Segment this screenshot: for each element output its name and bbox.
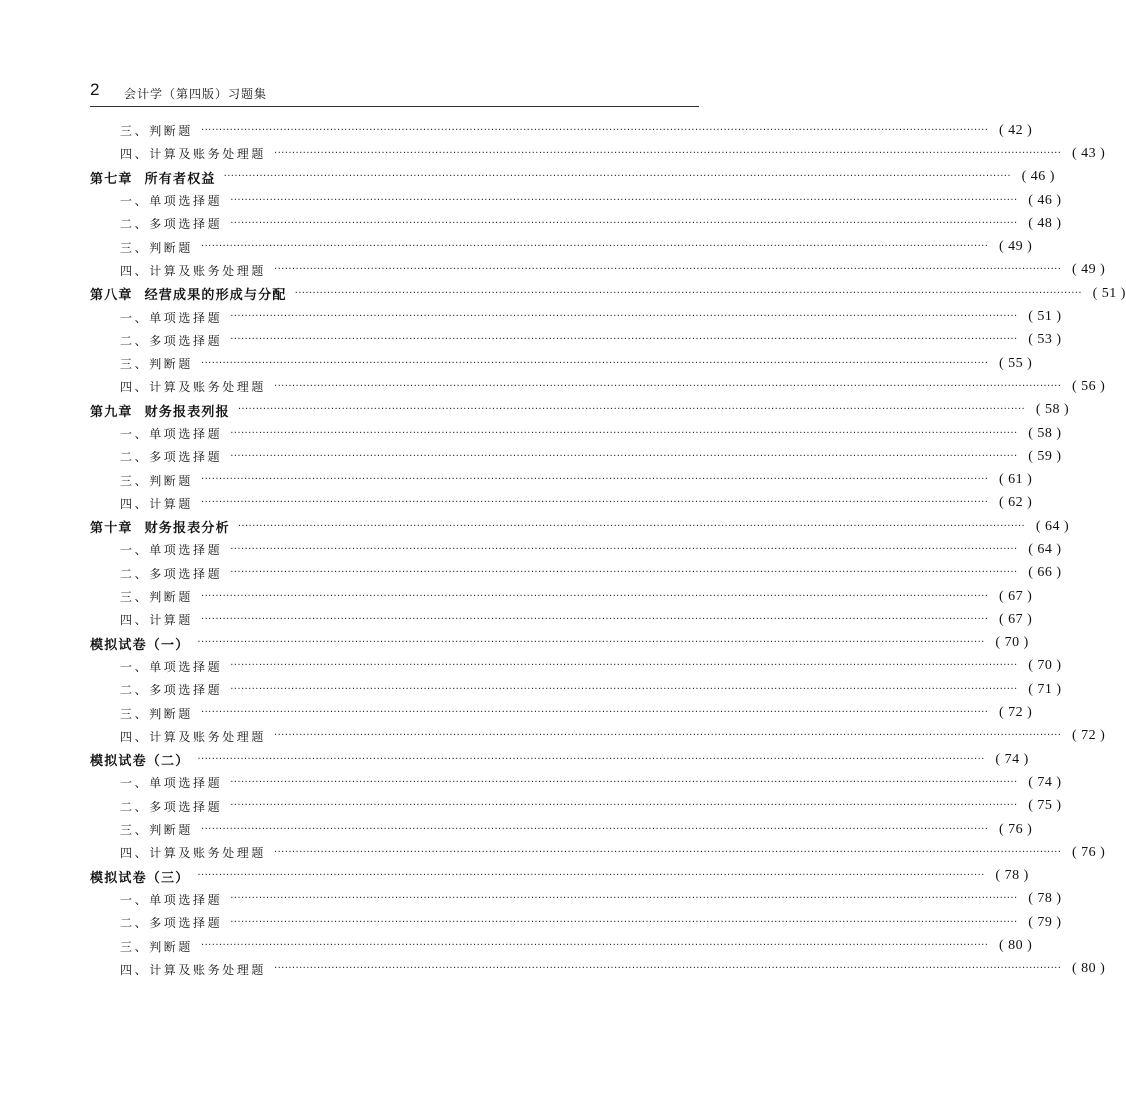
toc-section-entry[interactable]	[90, 795, 1062, 818]
dot-leader: ····························································································································································································································	[230, 567, 1018, 579]
toc-page-number: ( 72 )	[999, 705, 1033, 721]
toc-entry-label	[120, 332, 230, 349]
toc-page-number: ( 74 )	[995, 751, 1029, 767]
toc-entry-label	[120, 681, 230, 698]
toc-page-number: ( 62 )	[999, 495, 1033, 511]
dot-leader: ····························································································································································································································	[230, 543, 1018, 555]
toc-entry-heading: 三、判断题	[120, 240, 194, 255]
dot-leader: ····························································································································································································································	[197, 637, 985, 649]
toc-entry-label	[120, 821, 201, 838]
toc-entry-label	[120, 961, 274, 978]
toc-page-number: ( 70 )	[995, 635, 1029, 651]
toc-entry-heading: 一、单项选择题	[120, 659, 223, 674]
toc-section-entry[interactable]	[90, 585, 1033, 608]
toc-entry-heading: 二、多项选择题	[120, 566, 223, 581]
toc-entry-label	[90, 517, 238, 536]
toc-entry-heading: 二、多项选择题	[120, 916, 223, 931]
toc-chapter-entry[interactable]	[90, 865, 1029, 888]
toc-entry-heading: 第八章	[90, 288, 133, 304]
toc-entry-label	[120, 705, 201, 722]
toc-entry-label	[120, 145, 274, 162]
toc-section-entry[interactable]	[90, 934, 1033, 957]
toc-section-entry[interactable]	[90, 841, 1106, 864]
toc-section-entry[interactable]	[90, 375, 1106, 398]
toc-page-number: ( 80 )	[999, 938, 1033, 954]
toc-entry-heading: 模拟试卷（三）	[90, 870, 190, 886]
toc-section-entry[interactable]	[90, 212, 1062, 235]
toc-entry-label	[120, 565, 230, 582]
toc-entry-title: 所有者权益	[144, 171, 216, 187]
toc-entry-label	[120, 774, 230, 791]
toc-entry-label	[90, 634, 197, 653]
toc-page-number: ( 56 )	[1072, 378, 1106, 394]
dot-leader: ····························································································································································································································	[274, 264, 1062, 276]
toc-entry-label	[120, 192, 230, 209]
dot-leader: ····························································································································································································································	[201, 124, 989, 136]
toc-page-number: ( 78 )	[995, 868, 1029, 884]
toc-entry-heading: 二、多项选择题	[120, 450, 223, 465]
toc-entry-label	[120, 239, 201, 256]
toc-entry-label	[90, 750, 197, 769]
dot-leader: ····························································································································································································································	[274, 963, 1062, 975]
toc-chapter-entry[interactable]	[90, 166, 1055, 189]
toc-page-number: ( 71 )	[1028, 681, 1062, 697]
dot-leader: ····························································································································································································································	[197, 870, 985, 882]
dot-leader: ····························································································································································································································	[237, 520, 1026, 532]
toc-section-entry[interactable]	[90, 329, 1062, 352]
toc-entry-label	[120, 495, 201, 512]
toc-entry-label	[120, 728, 274, 745]
toc-page-number: ( 49 )	[999, 239, 1033, 255]
dot-leader: ····························································································································································································································	[230, 450, 1018, 462]
toc-entry-label	[120, 611, 201, 628]
toc-entry-title: 财务报表列报	[144, 404, 230, 420]
toc-section-entry[interactable]	[90, 725, 1106, 748]
toc-section-entry[interactable]	[90, 701, 1033, 724]
toc-entry-label	[120, 262, 274, 279]
toc-section-entry[interactable]	[90, 911, 1062, 934]
toc-section-entry[interactable]	[90, 189, 1062, 212]
toc-entry-label	[120, 309, 230, 326]
dot-leader: ····························································································································································································································	[294, 287, 1082, 299]
toc-section-entry[interactable]	[90, 422, 1062, 445]
toc-page-number: ( 42 )	[999, 122, 1033, 138]
toc-entry-heading: 四、计算题	[120, 613, 194, 628]
toc-entry-label	[120, 914, 230, 931]
book-title: 会计学（第四版）习题集	[124, 87, 268, 101]
toc-entry-heading: 一、单项选择题	[120, 194, 223, 209]
toc-entry-label	[120, 378, 274, 395]
toc-section-entry[interactable]	[90, 655, 1062, 678]
toc-section-entry[interactable]	[90, 771, 1062, 794]
dot-leader: ····························································································································································································································	[230, 916, 1018, 928]
toc-entry-label	[90, 867, 197, 886]
toc-page-number: ( 46 )	[1028, 192, 1062, 208]
toc-page-number: ( 76 )	[1072, 844, 1106, 860]
toc-section-entry[interactable]	[90, 608, 1033, 631]
toc-entry-label	[120, 122, 201, 139]
toc-page-number: ( 51 )	[1092, 285, 1126, 301]
toc-page-number: ( 74 )	[1028, 774, 1062, 790]
dot-leader: ····························································································································································································································	[201, 590, 989, 602]
dot-leader: ····························································································································································································································	[274, 147, 1062, 159]
toc-entry-label	[120, 938, 201, 955]
toc-section-entry[interactable]	[90, 352, 1033, 375]
dot-leader: ····························································································································································································································	[230, 893, 1018, 905]
toc-entry-heading: 模拟试卷（一）	[90, 637, 190, 653]
toc-entry-heading: 二、多项选择题	[120, 683, 223, 698]
toc-entry-title: 经营成果的形成与分配	[144, 288, 287, 304]
toc-entry-heading: 三、判断题	[120, 939, 194, 954]
toc-page-number: ( 64 )	[1028, 541, 1062, 557]
toc-entry-heading: 一、单项选择题	[120, 776, 223, 791]
toc-entry-heading: 四、计算及账务处理题	[120, 846, 267, 861]
dot-leader: ····························································································································································································································	[201, 707, 989, 719]
toc-entry-label	[120, 541, 230, 558]
toc-chapter-entry[interactable]	[90, 282, 1126, 305]
toc-entry-heading: 四、计算及账务处理题	[120, 263, 267, 278]
dot-leader: ····························································································································································································································	[201, 613, 989, 625]
dot-leader: ····························································································································································································································	[201, 474, 989, 486]
toc-page-number: ( 75 )	[1028, 798, 1062, 814]
toc-entry-heading: 四、计算及账务处理题	[120, 962, 267, 977]
dot-leader: ····························································································································································································································	[201, 497, 989, 509]
toc-entry-heading: 二、多项选择题	[120, 799, 223, 814]
toc-entry-label	[120, 844, 274, 861]
toc-page-number: ( 53 )	[1028, 332, 1062, 348]
toc-entry-heading: 一、单项选择题	[120, 427, 223, 441]
dot-leader: ····························································································································································································································	[230, 427, 1018, 439]
toc-page-number: ( 67 )	[999, 588, 1033, 604]
toc-entry-label	[120, 588, 201, 605]
toc-section-entry[interactable]	[90, 538, 1062, 561]
dot-leader: ····························································································································································································································	[197, 753, 985, 765]
toc-chapter-entry[interactable]	[90, 632, 1029, 655]
toc-page-number: ( 79 )	[1028, 914, 1062, 930]
dot-leader: ····························································································································································································································	[230, 217, 1018, 229]
toc-section-entry[interactable]	[90, 119, 1033, 142]
page-header	[90, 82, 699, 107]
dot-leader: ····························································································································································································································	[201, 357, 989, 369]
toc-entry-heading: 三、判断题	[120, 590, 194, 605]
toc-section-entry[interactable]	[90, 259, 1106, 282]
toc-page-number: ( 55 )	[999, 355, 1033, 371]
toc-entry-heading: 一、单项选择题	[120, 892, 223, 907]
dot-leader: ····························································································································································································································	[274, 380, 1062, 392]
toc-entry-heading: 四、计算及账务处理题	[120, 147, 267, 162]
toc-entry-label	[120, 798, 230, 815]
toc-page-number: ( 46 )	[1021, 169, 1055, 185]
toc-chapter-entry[interactable]	[90, 515, 1070, 538]
toc-section-entry[interactable]	[90, 818, 1033, 841]
toc-section-entry[interactable]	[90, 445, 1062, 468]
toc-section-entry[interactable]	[90, 562, 1062, 585]
dot-leader: ····························································································································································································································	[230, 194, 1018, 206]
dot-leader: ····························································································································································································································	[223, 171, 1011, 183]
toc-entry-heading: 第七章	[90, 171, 133, 187]
table-of-contents	[90, 119, 1126, 981]
toc-page-number: ( 64 )	[1035, 518, 1070, 534]
page-number: 2	[90, 80, 100, 99]
toc-page-number: ( 59 )	[1028, 448, 1062, 464]
toc-section-entry[interactable]	[90, 678, 1062, 701]
toc-chapter-entry[interactable]	[90, 748, 1029, 771]
toc-page-number: ( 49 )	[1072, 262, 1106, 278]
toc-page-number: ( 66 )	[1028, 565, 1062, 581]
toc-entry-heading: 四、计算题	[120, 496, 194, 511]
toc-page-number: ( 48 )	[1028, 215, 1062, 231]
toc-entry-label	[120, 448, 230, 465]
toc-entry-label	[90, 168, 224, 187]
dot-leader: ····························································································································································································································	[230, 683, 1018, 695]
toc-page-number: ( 78 )	[1028, 891, 1062, 907]
toc-section-entry[interactable]	[90, 958, 1106, 981]
toc-entry-heading: 模拟试卷（二）	[90, 754, 190, 770]
toc-entry-heading: 四、计算及账务处理题	[120, 729, 267, 744]
toc-entry-heading: 三、判断题	[120, 124, 194, 139]
toc-page-number: ( 61 )	[999, 472, 1033, 488]
toc-entry-label	[90, 284, 295, 303]
toc-entry-label	[120, 355, 201, 372]
toc-entry-label	[120, 658, 230, 675]
toc-page-number: ( 43 )	[1072, 145, 1106, 161]
toc-entry-heading: 三、判断题	[120, 823, 194, 838]
toc-entry-heading: 三、判断题	[120, 706, 194, 721]
dot-leader: ····························································································································································································································	[230, 334, 1018, 346]
toc-entry-heading: 三、判断题	[120, 473, 194, 488]
toc-entry-heading: 一、单项选择题	[120, 543, 223, 558]
toc-section-entry[interactable]	[90, 235, 1033, 258]
dot-leader: ····························································································································································································································	[201, 940, 989, 952]
toc-section-entry[interactable]	[90, 305, 1062, 328]
toc-entry-label	[120, 891, 230, 908]
dot-leader: ····························································································································································································································	[201, 241, 989, 253]
dot-leader: ····························································································································································································································	[237, 404, 1026, 416]
toc-entry-heading: 四、计算及账务处理题	[120, 380, 267, 395]
dot-leader: ····························································································································································································································	[230, 311, 1018, 323]
toc-entry-label	[120, 472, 201, 489]
toc-page-number: ( 70 )	[1028, 658, 1062, 674]
toc-page-number: ( 67 )	[999, 611, 1033, 627]
toc-entry-heading: 三、判断题	[120, 357, 194, 372]
toc-entry-label	[120, 425, 230, 442]
toc-chapter-entry[interactable]	[90, 399, 1070, 422]
toc-entry-heading: 一、单项选择题	[120, 310, 223, 325]
dot-leader: ····························································································································································································································	[230, 800, 1018, 812]
toc-entry-title: 财务报表分析	[144, 521, 230, 537]
toc-entry-heading: 第十章	[90, 521, 133, 537]
toc-section-entry[interactable]	[90, 468, 1033, 491]
toc-page-number: ( 72 )	[1072, 728, 1106, 744]
dot-leader: ····························································································································································································································	[201, 823, 989, 835]
toc-page-number: ( 58 )	[1035, 402, 1070, 418]
toc-entry-heading: 二、多项选择题	[120, 333, 223, 348]
toc-page-number: ( 58 )	[1028, 425, 1062, 441]
dot-leader: ····························································································································································································································	[274, 730, 1062, 742]
toc-page-number: ( 51 )	[1028, 309, 1062, 325]
toc-section-entry[interactable]	[90, 492, 1033, 515]
toc-page-number: ( 80 )	[1072, 961, 1106, 977]
dot-leader: ····························································································································································································································	[230, 660, 1018, 672]
toc-section-entry[interactable]	[90, 142, 1106, 165]
toc-entry-label	[90, 401, 238, 420]
toc-page-number: ( 76 )	[999, 821, 1033, 837]
dot-leader: ····························································································································································································································	[230, 776, 1018, 788]
toc-section-entry[interactable]	[90, 888, 1062, 911]
toc-entry-heading: 第九章	[90, 404, 133, 420]
toc-entry-heading: 二、多项选择题	[120, 217, 223, 232]
dot-leader: ····························································································································································································································	[274, 846, 1062, 858]
toc-entry-label	[120, 215, 230, 232]
